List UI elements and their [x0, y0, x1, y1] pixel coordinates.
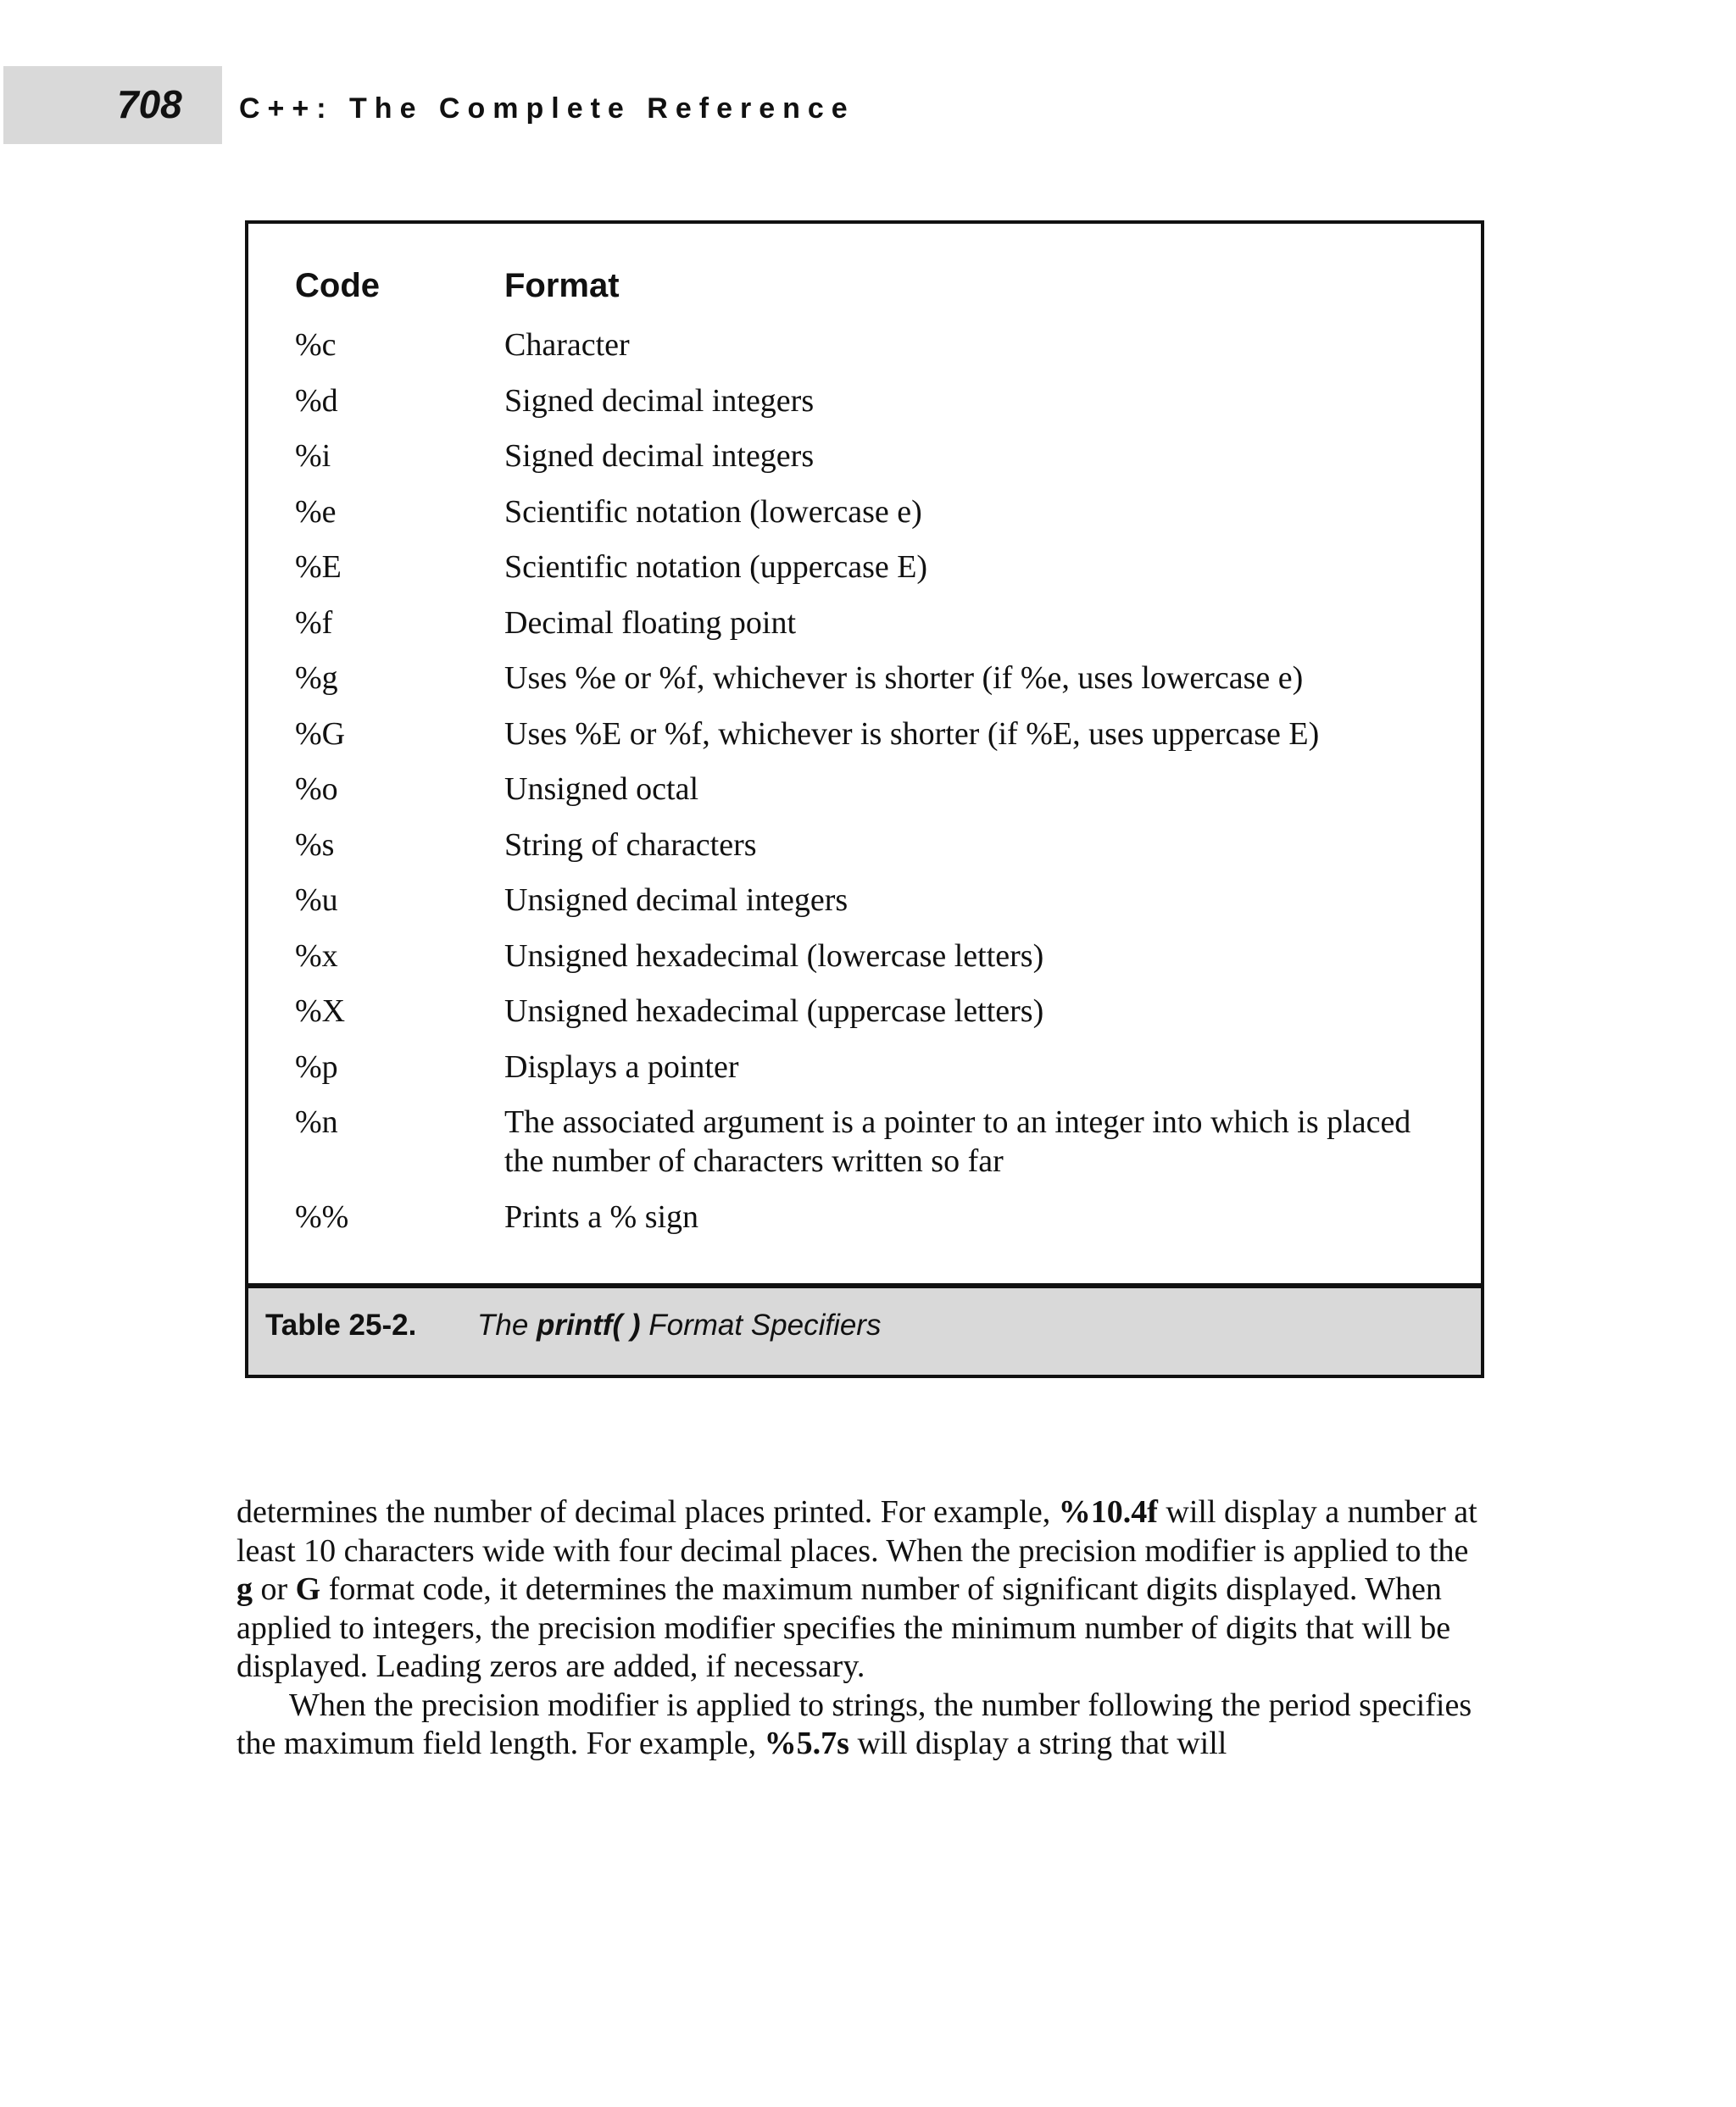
row-code: %X — [295, 993, 346, 1029]
row-format: Displays a pointer — [504, 1048, 739, 1085]
row-format: Scientific notation (uppercase E) — [504, 549, 928, 585]
row-format: Signed decimal integers — [504, 438, 815, 474]
row-code: %s — [295, 826, 335, 863]
row-format: The associated argument is a pointer to an integer into which is placed the number of characters written so far — [504, 1104, 1411, 1179]
table-row — [248, 548, 1481, 587]
table-row — [248, 770, 1481, 809]
table-row — [248, 1103, 1481, 1181]
row-code: %% — [295, 1198, 349, 1235]
text-run: determines the number of decimal places printed. For example, — [236, 1494, 1059, 1530]
row-code: %G — [295, 715, 346, 752]
table-caption — [248, 1283, 1481, 1375]
row-format: Unsigned octal — [504, 771, 699, 807]
column-header-code: Code — [295, 267, 380, 304]
caption-title-suffix: Format Specifiers — [640, 1309, 882, 1342]
text-run: format code, it determines the maximum number of significant digits displayed. When applied to integers, the precision modifier specifies the minimum number of digits that will be displayed. Leading zeros are added, if necessary. — [236, 1571, 1451, 1684]
row-format: Scientific notation (lowercase e) — [504, 493, 922, 530]
table-row — [248, 937, 1481, 976]
row-code: %f — [295, 604, 333, 641]
row-code: %e — [295, 493, 337, 530]
row-code: %g — [295, 660, 338, 696]
row-format: Prints a % sign — [504, 1198, 699, 1235]
row-format: Unsigned hexadecimal (uppercase letters) — [504, 993, 1044, 1029]
row-format: Signed decimal integers — [504, 382, 815, 419]
body-paragraph-1 — [236, 1493, 1491, 1687]
row-code: %p — [295, 1048, 338, 1085]
row-format: Uses %E or %f, whichever is shorter (if %E, uses uppercase E) — [504, 715, 1320, 752]
table-row — [248, 881, 1481, 920]
inline-code: G — [295, 1571, 321, 1607]
table-body — [248, 224, 1481, 1283]
table-row — [248, 659, 1481, 698]
inline-code: g — [236, 1571, 253, 1607]
row-format: Uses %e or %f, whichever is shorter (if %e, uses lowercase e) — [504, 660, 1304, 696]
row-format: Unsigned hexadecimal (lowercase letters) — [504, 937, 1044, 974]
column-header-format: Format — [504, 267, 620, 304]
row-code: %o — [295, 771, 338, 807]
row-format: String of characters — [504, 826, 757, 863]
row-format: Decimal floating point — [504, 604, 797, 641]
page-number-tab — [3, 66, 222, 144]
body-text — [236, 1493, 1491, 1764]
row-code: %c — [295, 327, 337, 363]
body-paragraph-2 — [236, 1687, 1491, 1764]
table-row — [248, 492, 1481, 531]
row-code: %E — [295, 549, 342, 585]
row-code: %i — [295, 438, 331, 474]
table-row — [248, 436, 1481, 475]
table-row — [248, 826, 1481, 864]
table-row — [248, 1198, 1481, 1237]
caption-title-function: printf( ) — [537, 1309, 641, 1342]
row-code: %n — [295, 1104, 338, 1140]
text-run: or — [253, 1571, 296, 1607]
format-specifier-table — [245, 220, 1484, 1378]
row-format: Unsigned decimal integers — [504, 882, 849, 918]
table-row — [248, 714, 1481, 753]
table-row — [248, 381, 1481, 420]
row-code: %d — [295, 382, 338, 419]
running-head: C++: The Complete Reference — [239, 92, 855, 125]
table-row — [248, 1048, 1481, 1087]
text-run: will display a string that will — [849, 1726, 1227, 1761]
caption-title-prefix: The — [477, 1309, 537, 1342]
table-row — [248, 992, 1481, 1031]
row-code: %u — [295, 882, 338, 918]
table-rows — [248, 325, 1481, 1253]
page-number: 708 — [117, 82, 182, 126]
table-row — [248, 603, 1481, 642]
inline-code: %5.7s — [764, 1726, 849, 1761]
inline-code: %10.4f — [1058, 1494, 1158, 1530]
table-caption-label: Table 25-2. — [265, 1309, 417, 1342]
table-row — [248, 325, 1481, 364]
table-caption-title — [477, 1305, 881, 1346]
row-format: Character — [504, 327, 630, 363]
text-run: will display a number at least 10 characters wide with four decimal places. When the precision modifier is applied to the — [236, 1494, 1477, 1569]
text-run: When the precision modifier is applied to strings, the number following the period specifies the maximum field length. For example, — [236, 1687, 1472, 1761]
row-code: %x — [295, 937, 338, 974]
